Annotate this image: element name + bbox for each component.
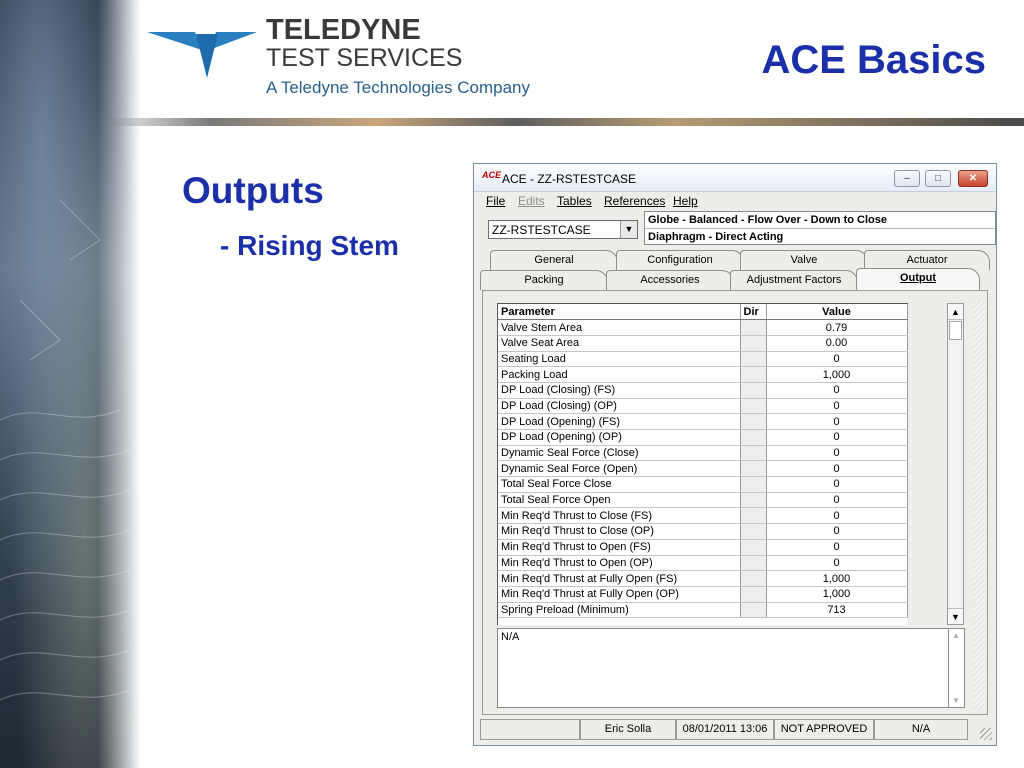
table-body	[498, 320, 907, 618]
case-select-value: ZZ-RSTESTCASE	[492, 223, 591, 237]
menu-edits-label: Edits	[518, 194, 545, 208]
cell-dir[interactable]	[740, 367, 766, 383]
cell-dir[interactable]	[740, 320, 766, 336]
column-header-value[interactable]: Value	[766, 304, 907, 320]
cell-dir[interactable]	[740, 539, 766, 555]
cell-parameter[interactable]: Min Req'd Thrust at Fully Open (FS)	[498, 571, 740, 587]
table-row[interactable]	[498, 508, 907, 524]
cell-parameter[interactable]: Spring Preload (Minimum)	[498, 602, 740, 618]
description-separator	[645, 228, 995, 229]
cell-dir[interactable]	[740, 508, 766, 524]
cell-value[interactable]: 1,000	[766, 586, 907, 602]
table-row[interactable]	[498, 492, 907, 508]
menu-file[interactable]	[486, 194, 505, 208]
notes-scrollbar[interactable]	[949, 628, 965, 708]
cell-value[interactable]: 0	[766, 461, 907, 477]
cell-parameter[interactable]: Seating Load	[498, 351, 740, 367]
table-row[interactable]	[498, 602, 907, 618]
table-row[interactable]	[498, 398, 907, 414]
section-subheading: - Rising Stem	[220, 230, 399, 261]
menu-tables[interactable]	[557, 194, 592, 208]
table-header-row	[498, 304, 907, 320]
cell-value[interactable]: 0	[766, 555, 907, 571]
menu-help[interactable]	[673, 194, 698, 208]
table-row[interactable]	[498, 571, 907, 587]
cell-parameter[interactable]: Packing Load	[498, 367, 740, 383]
cell-parameter[interactable]: Total Seal Force Open	[498, 492, 740, 508]
scroll-thumb[interactable]	[949, 321, 962, 340]
status-extra: N/A	[874, 719, 968, 740]
cell-value[interactable]: 1,000	[766, 367, 907, 383]
notes-scroll-up-icon[interactable]: ▲	[952, 631, 960, 640]
section-heading: Outputs	[182, 170, 324, 211]
case-select[interactable]	[488, 220, 638, 239]
status-bar	[480, 719, 992, 740]
cell-value[interactable]: 713	[766, 602, 907, 618]
cell-parameter[interactable]: DP Load (Opening) (FS)	[498, 414, 740, 430]
tab-general[interactable]: General	[490, 250, 618, 270]
menu-tables-label: Tables	[557, 194, 592, 208]
cell-parameter[interactable]: Total Seal Force Close	[498, 477, 740, 493]
output-grid	[497, 303, 908, 625]
cell-dir[interactable]	[740, 430, 766, 446]
tab-actuator[interactable]: Actuator	[864, 250, 990, 270]
cell-value[interactable]: 0	[766, 398, 907, 414]
decorative-lines	[0, 0, 140, 768]
table-row[interactable]	[498, 335, 907, 351]
cell-parameter[interactable]: Min Req'd Thrust to Close (OP)	[498, 524, 740, 540]
description-line-1: Globe - Balanced - Flow Over - Down to Close	[648, 214, 887, 226]
table-row[interactable]	[498, 320, 907, 336]
resize-grip-icon[interactable]	[980, 728, 992, 740]
cell-dir[interactable]	[740, 555, 766, 571]
chevron-down-icon[interactable]: ▼	[620, 221, 637, 238]
cell-dir[interactable]	[740, 524, 766, 540]
column-header-dir[interactable]: Dir	[740, 304, 766, 320]
status-empty	[480, 719, 580, 740]
cell-parameter[interactable]: Dynamic Seal Force (Close)	[498, 445, 740, 461]
ace-app-icon: ACE	[482, 170, 502, 180]
output-table	[498, 304, 908, 618]
cell-dir[interactable]	[740, 477, 766, 493]
teledyne-logo-icon	[147, 20, 257, 80]
decorative-side-strip	[0, 0, 140, 768]
tab-accessories[interactable]: Accessories	[606, 270, 734, 290]
tab-valve[interactable]: Valve	[740, 250, 868, 270]
menu-file-label: File	[486, 194, 506, 208]
cell-dir[interactable]	[740, 335, 766, 351]
table-row[interactable]	[498, 367, 907, 383]
cell-dir[interactable]	[740, 492, 766, 508]
cell-parameter[interactable]: Min Req'd Thrust to Open (FS)	[498, 539, 740, 555]
notes-field[interactable]: N/A	[497, 628, 949, 708]
tab-packing[interactable]: Packing	[480, 270, 608, 290]
cell-value[interactable]: 0	[766, 414, 907, 430]
cell-value[interactable]: 1,000	[766, 571, 907, 587]
cell-dir[interactable]	[740, 382, 766, 398]
tab-output-label: Output	[899, 272, 937, 284]
cell-parameter[interactable]: DP Load (Opening) (OP)	[498, 430, 740, 446]
cell-parameter[interactable]: DP Load (Closing) (OP)	[498, 398, 740, 414]
cell-value[interactable]: 0	[766, 539, 907, 555]
logo-wordmark: TELEDYNE	[266, 14, 421, 46]
table-row[interactable]	[498, 351, 907, 367]
cell-value[interactable]: 0	[766, 382, 907, 398]
cell-parameter[interactable]: Min Req'd Thrust to Close (FS)	[498, 508, 740, 524]
notes-scroll-down-icon[interactable]: ▼	[952, 696, 960, 705]
cell-value[interactable]: 0	[766, 524, 907, 540]
table-row[interactable]	[498, 477, 907, 493]
menu-references[interactable]	[604, 194, 665, 208]
cell-value[interactable]: 0	[766, 477, 907, 493]
table-row[interactable]	[498, 524, 907, 540]
cell-value[interactable]: 0	[766, 492, 907, 508]
column-header-parameter[interactable]: Parameter	[498, 304, 740, 320]
cell-dir[interactable]	[740, 586, 766, 602]
close-button[interactable]: ✕	[958, 170, 988, 187]
ace-window	[473, 163, 997, 746]
table-row[interactable]	[498, 555, 907, 571]
table-row[interactable]	[498, 586, 907, 602]
cell-parameter[interactable]: Valve Stem Area	[498, 320, 740, 336]
menu-edits[interactable]	[518, 194, 545, 208]
description-line-2: Diaphragm - Direct Acting	[648, 231, 784, 243]
cell-dir[interactable]	[740, 414, 766, 430]
table-row[interactable]	[498, 414, 907, 430]
tab-configuration[interactable]: Configuration	[616, 250, 744, 270]
tab-adjustment-factors[interactable]: Adjustment Factors	[730, 270, 858, 290]
cell-value[interactable]: 0	[766, 445, 907, 461]
window-titlebar[interactable]	[474, 164, 996, 192]
slide-title: ACE Basics	[761, 38, 986, 82]
cell-parameter[interactable]: Dynamic Seal Force (Open)	[498, 461, 740, 477]
menu-bar	[474, 193, 996, 211]
status-user: Eric Solla	[580, 719, 676, 740]
table-row[interactable]	[498, 430, 907, 446]
cell-dir[interactable]	[740, 398, 766, 414]
table-row[interactable]	[498, 539, 907, 555]
cell-dir[interactable]	[740, 445, 766, 461]
logo-tagline: A Teledyne Technologies Company	[266, 78, 530, 97]
scroll-down-icon[interactable]: ▼	[948, 608, 963, 624]
cell-value[interactable]: 0	[766, 351, 907, 367]
table-row[interactable]	[498, 461, 907, 477]
logo-subtitle: TEST SERVICES	[266, 44, 463, 72]
cell-value[interactable]: 0.00	[766, 335, 907, 351]
cell-parameter[interactable]: Valve Seat Area	[498, 335, 740, 351]
output-panel	[482, 290, 988, 715]
window-title: ACE - ZZ-RSTESTCASE	[502, 172, 637, 186]
maximize-button[interactable]: □	[925, 170, 951, 187]
tab-output[interactable]	[856, 268, 980, 290]
scroll-up-icon[interactable]: ▲	[948, 304, 963, 320]
menu-help-label: Help	[673, 194, 698, 208]
cell-dir[interactable]	[740, 602, 766, 618]
menu-references-label: References	[604, 194, 666, 208]
cell-dir[interactable]	[740, 461, 766, 477]
grid-scrollbar[interactable]	[947, 303, 964, 625]
table-row[interactable]	[498, 382, 907, 398]
cell-value[interactable]: 0.79	[766, 320, 907, 336]
cell-parameter[interactable]: DP Load (Closing) (FS)	[498, 382, 740, 398]
table-row[interactable]	[498, 445, 907, 461]
cell-value[interactable]: 0	[766, 430, 907, 446]
cell-parameter[interactable]: Min Req'd Thrust at Fully Open (OP)	[498, 586, 740, 602]
cell-dir[interactable]	[740, 571, 766, 587]
minimize-button[interactable]: –	[894, 170, 920, 187]
cell-dir[interactable]	[740, 351, 766, 367]
cell-parameter[interactable]: Min Req'd Thrust to Open (OP)	[498, 555, 740, 571]
status-approval: NOT APPROVED	[774, 719, 874, 740]
cell-value[interactable]: 0	[766, 508, 907, 524]
case-description	[644, 211, 996, 245]
header-divider	[100, 118, 1024, 126]
panel-hatch	[973, 301, 985, 711]
status-datetime: 08/01/2011 13:06	[676, 719, 774, 740]
